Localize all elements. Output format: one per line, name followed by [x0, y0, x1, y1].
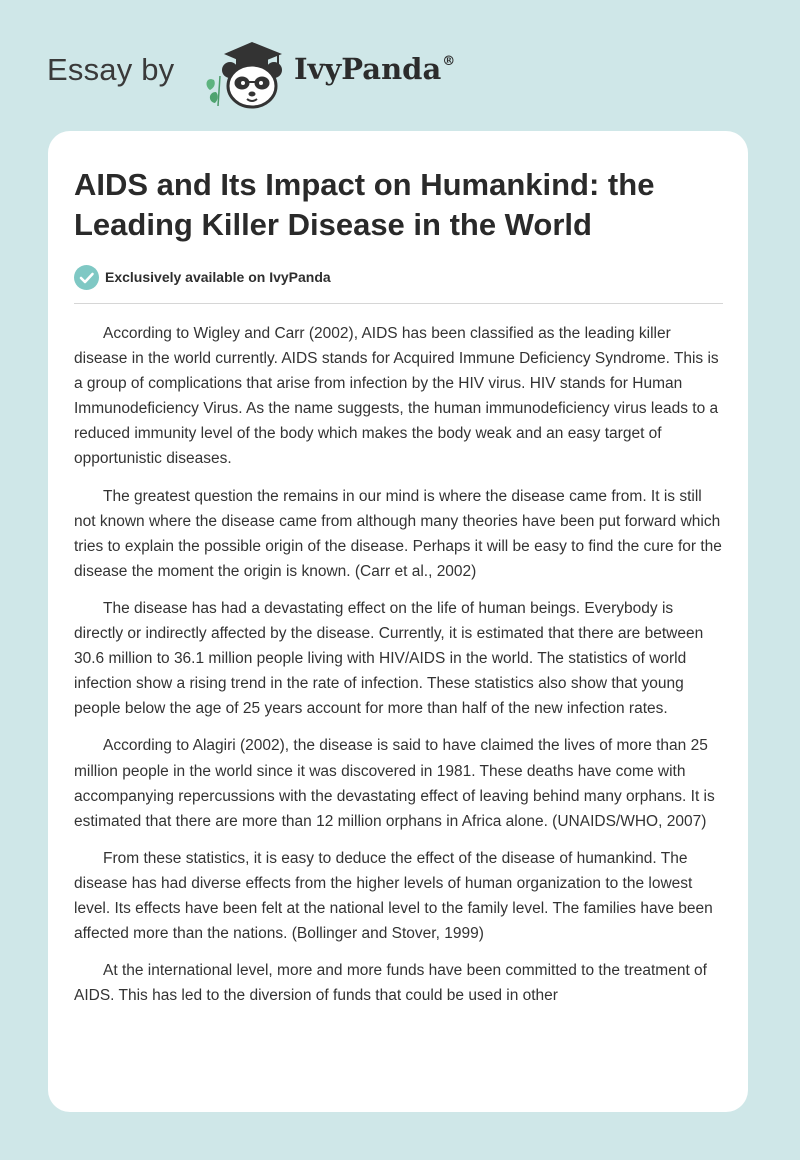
essay-paragraph: According to Wigley and Carr (2002), AIDS has been classified as the leading killer disease in the world currently. AIDS stands for Acquired Immune Deficiency Syndrome. This is a group of complications that arise from infection by the HIV virus. HIV stands for Human Immunodeficiency Virus. As the name suggests, the human immunodeficiency virus leads to a reduced immunity level of the body which makes the body weak and an easy target of opportunistic diseases.	[74, 325, 719, 468]
essay-paragraph: At the international level, more and more funds have been committed to the treatment of AIDS. This has led to the diversion of funds that could be used in other	[74, 962, 707, 1005]
check-circle-icon	[74, 265, 99, 290]
essay-title: AIDS and Its Impact on Humankind: the Leading Killer Disease in the World	[74, 167, 655, 242]
essay-by-label: Essay by	[47, 52, 175, 87]
panda-graduate-icon[interactable]	[200, 36, 292, 110]
essay-paragraph: According to Alagiri (2002), the disease is said to have claimed the lives of more than 25 million people in the world since it was discovered in 1981. These deaths have come with accompanying repercussions with the devastating effect of leaving behind many orphans. It is estimated that there are more than 12 million orphans in Africa alone. (UNAIDS/WHO, 2007)	[74, 737, 715, 830]
registered-mark: ®	[442, 54, 456, 69]
title-divider	[74, 303, 723, 304]
essay-body	[74, 321, 724, 1020]
essay-paragraph: From these statistics, it is easy to deduce the effect of the disease of humankind. The disease has had diverse effects from the higher levels of human organization to the lowest level. Its effects have been felt at the national level to the family level. The families have been affected more than the nations. (Bollinger and Stover, 1999)	[74, 849, 713, 943]
essay-paragraph: The greatest question the remains in our mind is where the disease came from. It is still not known where the disease came from although many theories have been put forward which tries to explain the possible origin of the disease. Perhaps it will be easy to find the cure for the disease the moment the origin is known. (Carr et al., 2002)	[74, 487, 722, 580]
brand-name[interactable]: IvyPanda®	[294, 52, 456, 86]
exclusive-badge	[74, 264, 331, 290]
essay-card	[48, 131, 748, 1112]
site-header	[0, 0, 800, 130]
exclusive-badge-label: Exclusively available on IvyPanda	[105, 269, 331, 285]
essay-paragraph: The disease has had a devastating effect on the life of human beings. Everybody is directly or indirectly affected by the disease. Currently, it is estimated that there are between 30.6 million to 36.1 million people living with HIV/AIDS in the world. The statistics of world infection show a rising trend in the rate of infection. These statistics also show that young people below the age of 25 years account for more than half of the new infection rates.	[74, 599, 704, 718]
